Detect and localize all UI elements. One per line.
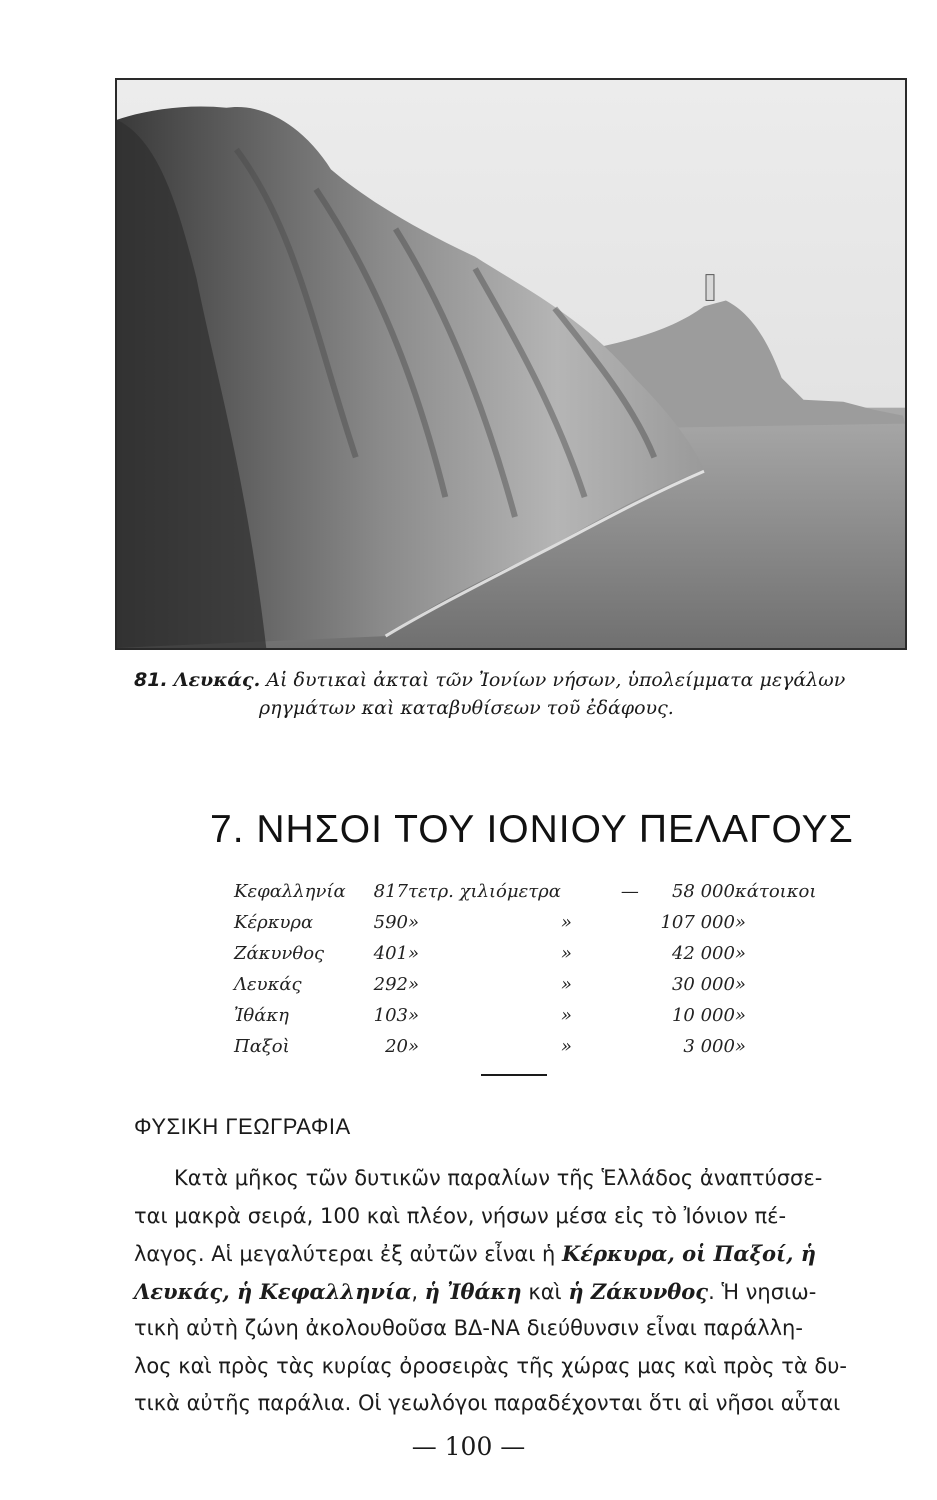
table-row	[234, 1031, 835, 1062]
island-dash	[621, 907, 647, 938]
text-line	[134, 1273, 904, 1311]
island-dash	[621, 969, 647, 1000]
physical-geography-text	[134, 1160, 904, 1423]
table-row	[234, 907, 835, 938]
island-dash: —	[620, 881, 639, 902]
emphasized-island-name: ἡ Ζάκυνθος	[568, 1278, 709, 1304]
island-unit2: »	[560, 974, 572, 995]
island-dash	[621, 1000, 647, 1031]
cliff-coast-photo	[117, 80, 905, 648]
island-unit: »	[408, 943, 420, 964]
figure-place: Λευκάς.	[173, 669, 261, 691]
island-name: Παξοὶ	[234, 1036, 290, 1057]
islands-table-body	[234, 876, 835, 1062]
text-line	[134, 1310, 904, 1348]
island-area: 401	[373, 943, 408, 964]
emphasized-island-name: ἡ Ἰθάκη	[424, 1278, 522, 1304]
island-population: 30 000	[671, 974, 735, 995]
physical-geography-heading: ΦΥΣΙΚΗ ΓΕΩΓΡΑΦΙΑ	[134, 1114, 351, 1139]
text-line	[134, 1235, 904, 1273]
text-line	[134, 1348, 904, 1386]
photo-frame	[115, 78, 907, 650]
island-area: 817	[373, 881, 408, 902]
caption-line-2: ρηγμάτων καὶ καταβυθίσεων τοῦ ἐδάφους.	[259, 697, 674, 719]
island-unit: »	[408, 1036, 420, 1057]
island-dash	[621, 1031, 647, 1062]
island-unit: »	[408, 974, 420, 995]
island-name: Κέρκυρα	[234, 912, 314, 933]
island-name: Κεφαλληνία	[234, 881, 346, 902]
island-inhabitants: »	[734, 912, 746, 933]
island-name: Λευκάς	[234, 974, 302, 995]
text-run: καὶ	[521, 1279, 569, 1304]
island-population: 10 000	[671, 1005, 735, 1026]
emphasized-island-name: Κέρκυρα, οἱ Παξοί, ἡ	[562, 1241, 817, 1266]
island-unit: »	[408, 912, 420, 933]
text-run: τικὴ αὐτὴ ζώνη ἀκολουθοῦσα ΒΔ-ΝΑ διεύθυνσιν εἶναι παράλλη-	[134, 1316, 803, 1340]
island-unit2: »	[560, 943, 572, 964]
text-run: λος καὶ πρὸς τὰς κυρίας ὀροσειρὰς τῆς χώρας μας καὶ πρὸς τὰ δυ-	[134, 1353, 847, 1378]
island-unit2: »	[560, 1036, 572, 1057]
section-divider	[481, 1074, 547, 1076]
island-population: 107 000	[660, 912, 735, 933]
island-unit2: »	[560, 912, 572, 933]
text-run: ,	[411, 1279, 425, 1304]
island-inhabitants: »	[734, 974, 746, 995]
island-area: 292	[373, 974, 408, 995]
island-area: 590	[373, 912, 408, 933]
emphasized-island-name: Λευκάς, ἡ Κεφαλληνία	[134, 1278, 412, 1304]
island-inhabitants: »	[734, 1036, 746, 1057]
island-inhabitants: κάτοικοι	[734, 881, 817, 902]
text-line	[134, 1160, 904, 1198]
island-unit2	[561, 876, 621, 907]
table-row	[234, 876, 835, 907]
text-run: . Ἡ νησιω-	[708, 1279, 817, 1304]
island-unit2: »	[560, 1005, 572, 1026]
island-unit: »	[408, 1005, 420, 1026]
island-dash	[621, 938, 647, 969]
table-row	[234, 969, 835, 1000]
text-run: τικὰ αὐτῆς παράλια. Οἱ γεωλόγοι παραδέχονται ὅτι αἱ νῆσοι αὗται	[134, 1391, 841, 1415]
page-number: — 100 —	[411, 1432, 526, 1461]
island-area: 103	[373, 1005, 408, 1026]
text-run: ται μακρὰ σειρά, 100 καὶ πλέον, νήσων μέσα εἰς τὸ Ἰόνιον πέ-	[134, 1203, 787, 1228]
figure-number: 81.	[134, 669, 168, 691]
text-line	[134, 1385, 904, 1423]
island-unit: τετρ. χιλιόμετρα	[408, 881, 561, 902]
section-title: 7. ΝΗΣΟΙ ΤΟΥ ΙΟΝΙΟΥ ΠΕΛΑΓΟΥΣ	[210, 808, 854, 851]
caption-line-1: Αἱ δυτικαὶ ἀκταὶ τῶν Ἰονίων νήσων, ὑπολείμματα μεγάλων	[266, 669, 846, 691]
text-line	[134, 1198, 904, 1236]
island-name: Ἰθάκη	[234, 1005, 289, 1026]
text-run: Κατὰ μῆκος τῶν δυτικῶν παραλίων τῆς Ἑλλάδος ἀναπτύσσε-	[174, 1166, 823, 1190]
island-population: 42 000	[671, 943, 735, 964]
text-run: λαγος. Αἱ μεγαλύτεραι ἐξ αὐτῶν εἶναι ἡ	[134, 1242, 563, 1266]
island-population: 58 000	[671, 881, 735, 902]
island-name: Ζάκυνθος	[234, 943, 325, 964]
figure-caption	[134, 666, 904, 722]
islands-table	[234, 876, 835, 1062]
island-inhabitants: »	[734, 943, 746, 964]
table-row	[234, 1000, 835, 1031]
island-population: 3 000	[683, 1036, 735, 1057]
lighthouse	[706, 275, 714, 301]
island-inhabitants: »	[734, 1005, 746, 1026]
island-area: 20	[385, 1036, 408, 1057]
table-row	[234, 938, 835, 969]
